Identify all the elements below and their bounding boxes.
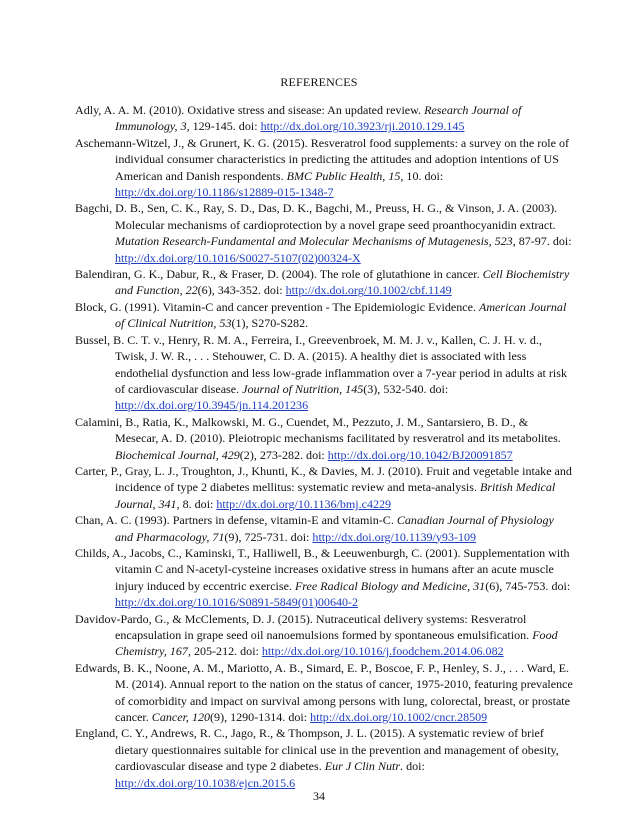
doi-link[interactable]: http://dx.doi.org/10.1042/BJ20091857 <box>327 447 513 462</box>
doi-link[interactable]: http://dx.doi.org/10.1016/S0027-5107(02)00324-X <box>115 250 361 265</box>
doi-link[interactable]: http://dx.doi.org/10.1186/s12889-015-1348-7 <box>115 185 334 200</box>
reference-entry: Edwards, B. K., Noone, A. M., Mariotto, A. B., Simard, E. P., Boscoe, F. P., Henley, S. J., . . . Ward, E. M. (2014). Annual report to the nation on the status of cancer, 1975-2010, featuring prevalence of comorbidity and impact on survival among persons with lung, colorectal, breast, or prostate cancer. Cancer, 120(9), 1290-1314. doi: http://dx.doi.org/10.1002/cncr.28509 <box>75 660 573 725</box>
reference-entry: Bagchi, D. B., Sen, C. K., Ray, S. D., Das, D. K., Bagchi, M., Preuss, H. G., & Vinson, J. A. (2003). Molecular mechanisms of cardioprotection by a novel grape seed proanthocyanidin extract. Mutation Research-Fundamental and Molecular Mechanisms of Mutagenesis, 523, 87-97. doi: http://dx.doi.org/10.1016/S0027-5107(02)00324-X <box>75 201 572 265</box>
journal-name: Mutation Research-Fundamental and Molecular Mechanisms of Mutagenesis, 523 <box>115 234 513 249</box>
journal-name: Journal of Nutrition, 145 <box>242 381 364 396</box>
journal-name: Cell Biochemistry and Function, 22 <box>115 267 570 298</box>
reference-entry: Chan, A. C. (1993). Partners in defense, vitamin-E and vitamin-C. Canadian Journal of Physiology and Pharmacology, 71(9), 725-731. doi: http://dx.doi.org/10.1139/y93-109 <box>75 513 554 544</box>
journal-name: Eur J Clin Nutr <box>324 759 401 774</box>
doi-link[interactable]: http://dx.doi.org/10.1016/j.foodchem.2014.06.082 <box>261 644 504 659</box>
journal-name: BMC Public Health, 15 <box>286 168 401 183</box>
doi-link[interactable]: http://dx.doi.org/10.1136/bmj.c4229 <box>216 496 392 511</box>
journal-name: Biochemical Journal, 429 <box>115 447 240 462</box>
doi-link[interactable]: http://dx.doi.org/10.3923/rji.2010.129.145 <box>260 119 465 134</box>
reference-entry: Bussel, B. C. T. v., Henry, R. M. A., Ferreira, I., Greevenbroek, M. M. J. v., Kallen, C. J. H. v. d., Twisk, J. W. R., . . . Stehouwer, C. D. A. (2015). A healthy diet is associated with less endothelial dysfunction and less low-grade inflammation over a 7-year period in adults at risk of cardiovascular disease. Journal of Nutrition, 145(3), 532-540. doi: http://dx.doi.org/10.3945/jn.114.201236 <box>75 332 567 413</box>
reference-entry: Childs, A., Jacobs, C., Kaminski, T., Halliwell, B., & Leeuwenburgh, C. (2001). Supplementation with vitamin C and N-acetyl-cysteine increases oxidative stress in humans after an acute muscle injury induced by eccentric exercise. Free Radical Biology and Medicine, 31(6), 745-753. doi: http://dx.doi.org/10.1016/S0891-5849(01)00640-2 <box>75 545 571 610</box>
reference-entry: England, C. Y., Andrews, R. C., Jago, R., & Thompson, J. L. (2015). A systematic review of brief dietary questionnaires suitable for clinical use in the prevention and management of obesity, cardiovascular disease and type 2 diabetes. Eur J Clin Nutr. doi: http://dx.doi.org/10.1038/ejcn.2015.6 <box>75 726 559 790</box>
journal-name: Canadian Journal of Physiology and Pharmacology, 71 <box>115 513 554 544</box>
reference-list <box>75 102 573 791</box>
journal-name: Food Chemistry, 167 <box>115 628 558 659</box>
doi-link[interactable]: http://dx.doi.org/10.1002/cncr.28509 <box>310 710 488 725</box>
doi-link[interactable]: http://dx.doi.org/10.3945/jn.114.201236 <box>115 398 309 413</box>
doi-link[interactable]: http://dx.doi.org/10.1016/S0891-5849(01)00640-2 <box>115 595 359 610</box>
journal-name: American Journal of Clinical Nutrition, 53 <box>115 299 567 331</box>
doi-link[interactable]: http://dx.doi.org/10.1139/y93-109 <box>312 529 477 544</box>
journal-name: Free Radical Biology and Medicine, 31 <box>294 578 486 593</box>
reference-entry: Aschemann-Witzel, J., & Grunert, K. G. (2015). Resveratrol food supplements: a survey on the role of individual consumer characteristics in predicting the attitudes and adoption intentions of US American and Danish respondents. BMC Public Health, 15, 10. doi: http://dx.doi.org/10.1186/s12889-015-1348-7 <box>75 135 569 200</box>
reference-entry: Calamini, B., Ratia, K., Malkowski, M. G., Cuendet, M., Pezzuto, J. M., Santarsiero, B. D., & Mesecar, A. D. (2010). Pleiotropic mechanisms facilitated by resveratrol and its metabolites. Biochemical Journal, 429(2), 273-282. doi: http://dx.doi.org/10.1042/BJ20091857 <box>75 414 561 462</box>
reference-entry: Carter, P., Gray, L. J., Troughton, J., Khunti, K., & Davies, M. J. (2010). Fruit and vegetable intake and incidence of type 2 diabetes mellitus: systematic review and meta-analysis. British Medical Journal, 341, 8. doi: http://dx.doi.org/10.1136/bmj.c4229 <box>75 463 572 511</box>
reference-entry: Adly, A. A. M. (2010). Oxidative stress and sisease: An updated review. Research Journal of Immunology, 3, 129-145. doi: http://dx.doi.org/10.3923/rji.2010.129.145 <box>75 103 522 134</box>
reference-entry: Balendiran, G. K., Dabur, R., & Fraser, D. (2004). The role of glutathione in cancer. Cell Biochemistry and Function, 22(6), 343-352. doi: http://dx.doi.org/10.1002/cbf.1149 <box>75 267 570 298</box>
page-number: 34 <box>313 789 325 803</box>
page-title: REFERENCES <box>280 75 358 89</box>
journal-name: Cancer, 120 <box>151 710 211 725</box>
journal-name: British Medical Journal, 341 <box>115 480 556 511</box>
doi-link[interactable]: http://dx.doi.org/10.1002/cbf.1149 <box>285 283 452 298</box>
journal-name: Research Journal of Immunology, 3 <box>115 103 522 134</box>
reference-entry: Davidov-Pardo, G., & McClements, D. J. (2015). Nutraceutical delivery systems: Resveratrol encapsulation in grape seed oil nanoemulsions formed by spontaneous emulsification. Food Chemistry, 167, 205-212. doi: http://dx.doi.org/10.1016/j.foodchem.2014.06.082 <box>75 611 558 659</box>
doi-link[interactable]: http://dx.doi.org/10.1038/ejcn.2015.6 <box>115 775 296 790</box>
reference-entry: Block, G. (1991). Vitamin-C and cancer prevention - The Epidemiologic Evidence. American Journal of Clinical Nutrition, 53(1), S270-S282. <box>75 299 567 331</box>
